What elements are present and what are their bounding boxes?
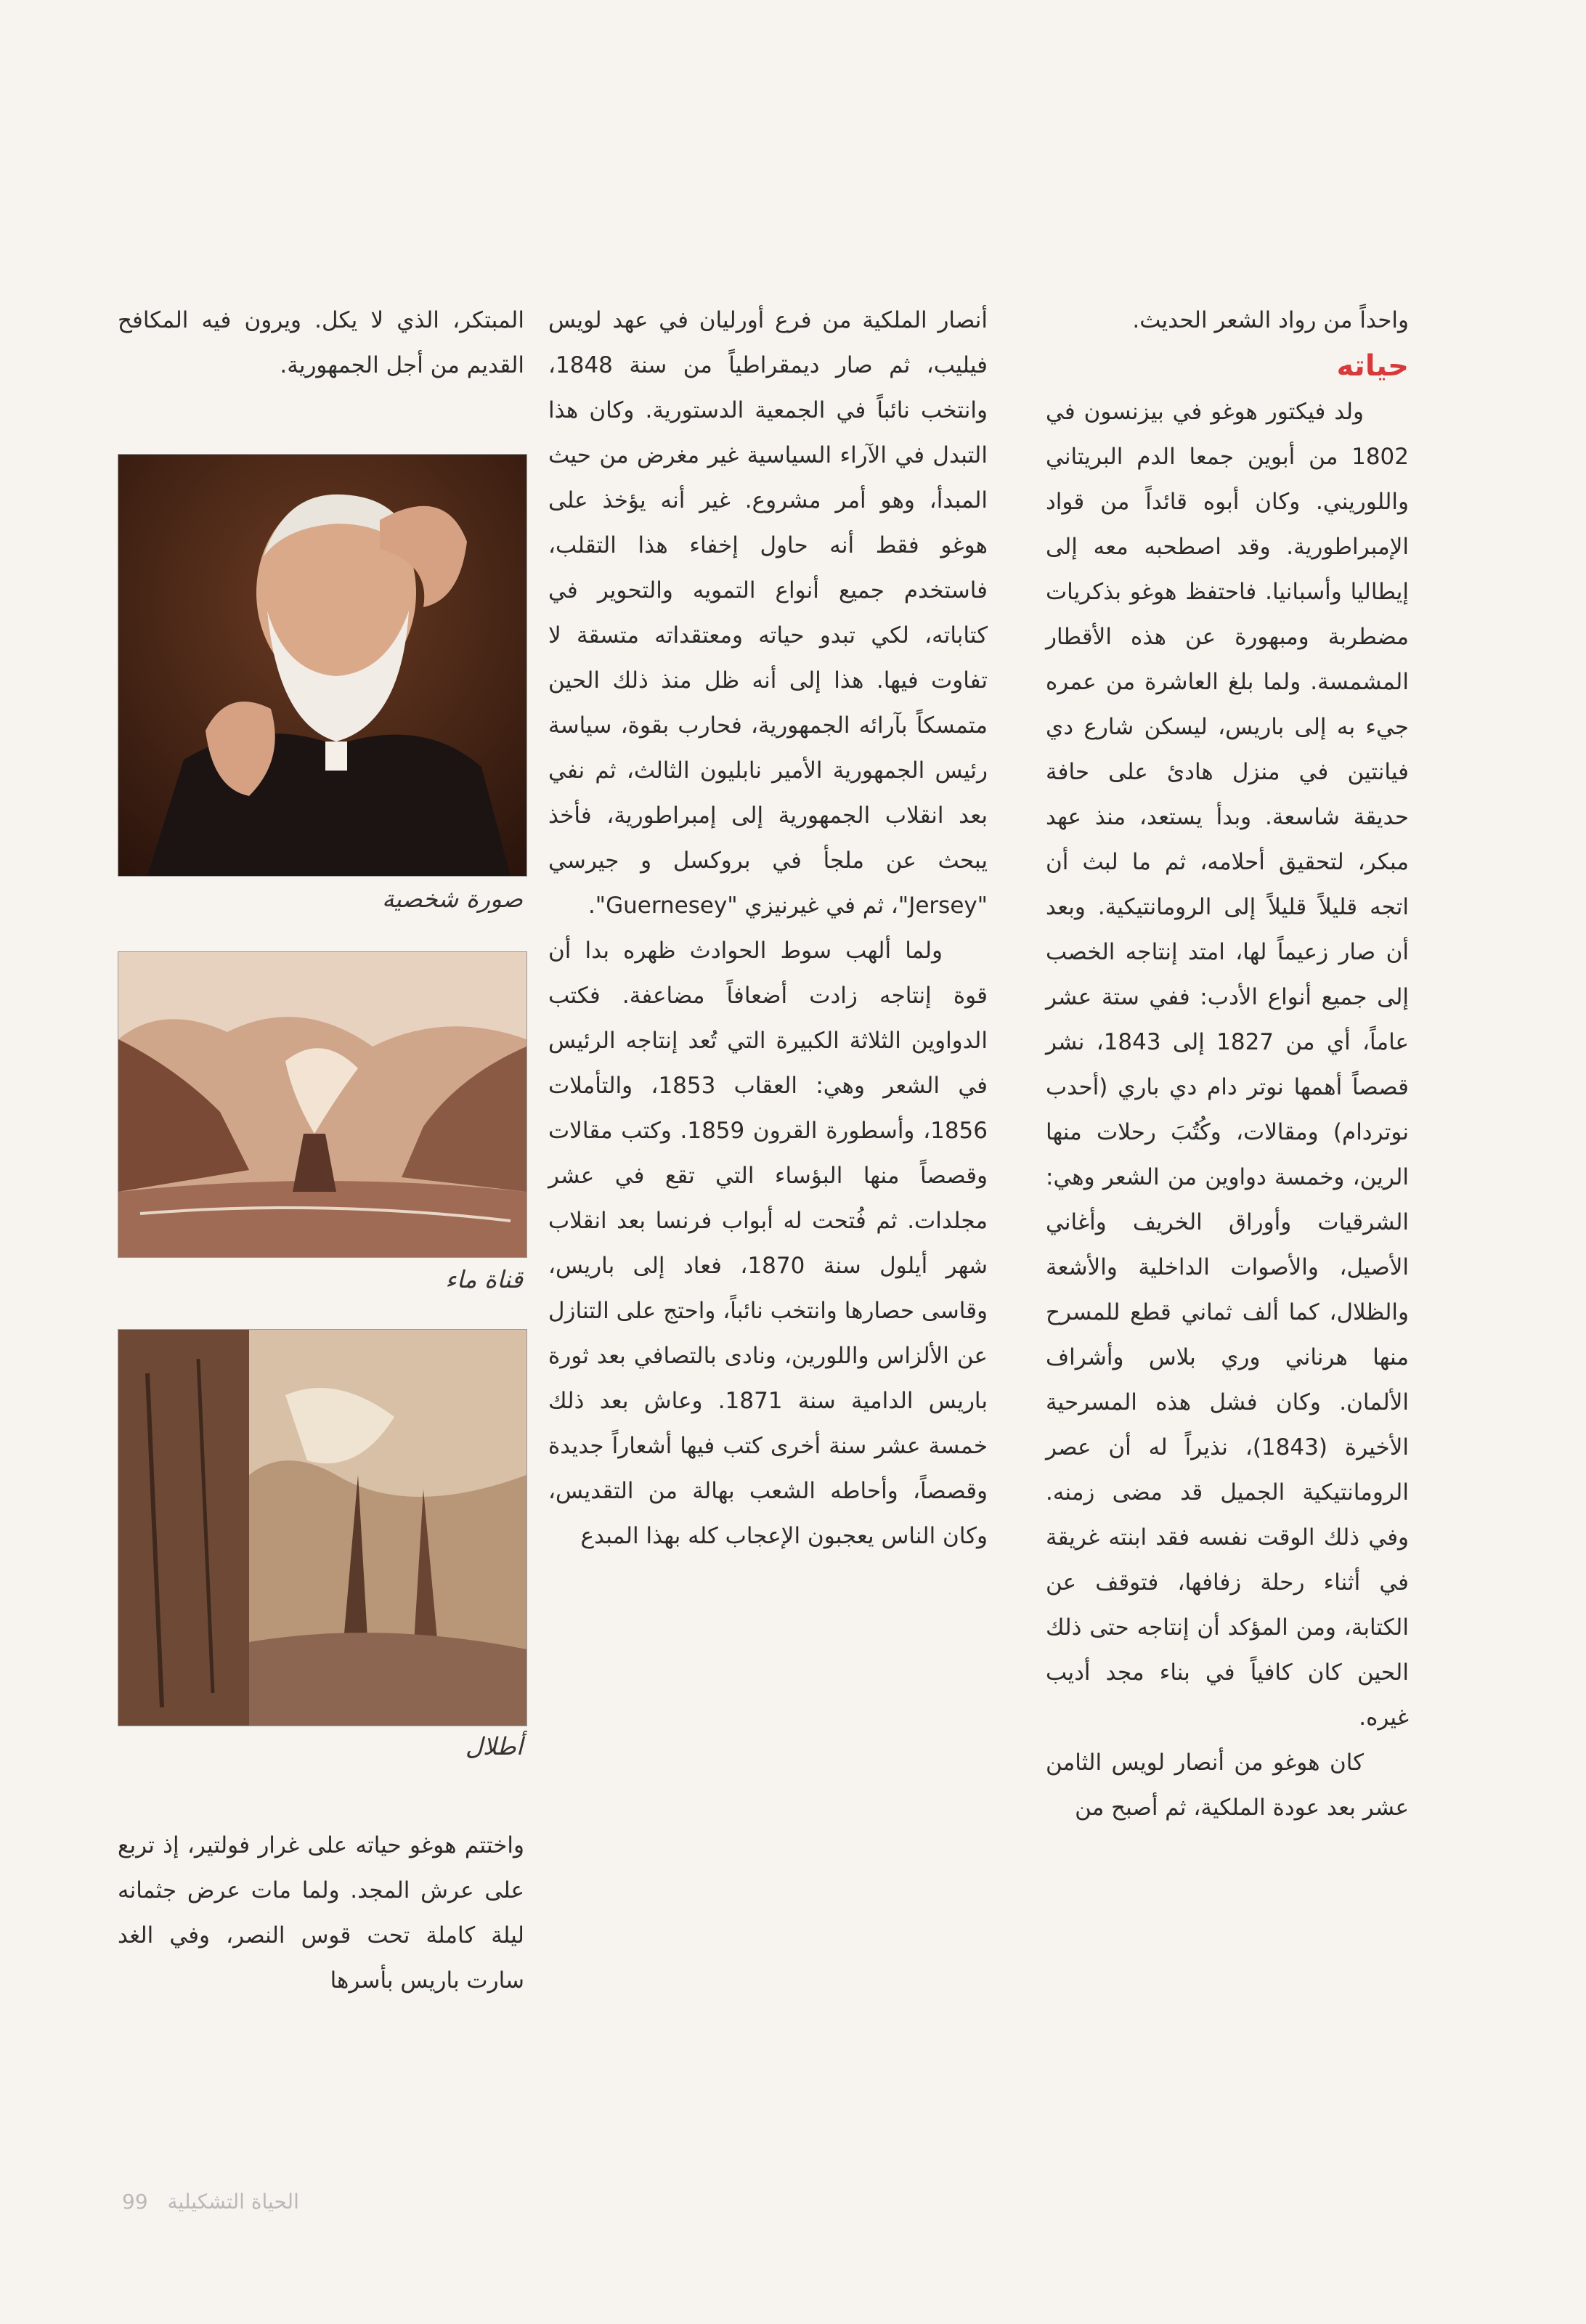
text-column-middle	[548, 298, 988, 1559]
canal-caption: قناة ماء	[445, 1265, 523, 1293]
text-column-left-bottom	[118, 1823, 524, 2003]
paragraph: ولد فيكتور هوغو في بيزنسون في 1802 من أبوين جمعا الدم البريتاني واللوريني. وكان أبوه قائداً من قواد الإمبراطورية. وقد اصطحبه معه إلى إيطاليا وأسبانيا. فاحتفظ هوغو بذكريات مضطربة ومبهورة عن هذه الأقطار المشمسة. ولما بلغ العاشرة من عمره جيء به إلى باريس، ليسكن شارع دي فيانتين في منزل هادئ على حافة حديقة شاسعة. وبدأ يستعد، منذ عهد مبكر، لتحقيق أحلامه، ثم ما لبث أن اتجه قليلاً قليلاً إلى الرومانتيكية. وبعد أن صار زعيماً لها، امتد إنتاجه الخصب إلى جميع أنواع الأدب: ففي ستة عشر عاماً، أي من 1827 إلى 1843، نشر قصصاً أهمها نوتر دام دي باري (أحدب نوتردام) ومقالات، وكُتُبَ رحلات منها الرين، وخمسة دواوين من الشعر وهي: الشرقيات وأوراق الخريف وأغاني الأصيل، والأصوات الداخلية والأشعة والظلال، كما ألف ثماني قطع للمسرح منها هرناني وري بلاس وأشراف الألمان. وكان فشل هذه المسرحية الأخيرة (1843)، نذيراً له أن عصر الرومانتيكية الجميل قد مضى زمنه. وفي ذلك الوقت نفسه فقد ابنته غريقة في أثناء رحلة زفافها، فتوقف عن الكتابة، ومن المؤكد أن إنتاجه حتى ذلك الحين كان كافياً في بناء مجد أديب غيره.	[1046, 399, 1410, 1731]
text-column-left-top	[118, 298, 524, 388]
page-footer	[122, 2190, 312, 2214]
portrait-illustration	[118, 455, 526, 876]
portrait-image	[118, 454, 527, 877]
section-heading: حياته	[1336, 349, 1409, 383]
magazine-name: الحياة التشكيلية	[167, 2190, 299, 2214]
ruins-caption: أطلال	[465, 1732, 523, 1760]
portrait-caption: صورة شخصية	[381, 885, 523, 913]
ruins-illustration	[118, 1330, 526, 1726]
paragraph: المبتكر، الذي لا يكل. ويرون فيه المكافح القديم من أجل الجمهورية.	[118, 307, 524, 378]
paragraph: أنصار الملكية من فرع أورليان في عهد لويس فيليب، ثم صار ديمقراطياً من سنة 1848، وانتخب نائباً في الجمعية الدستورية. وكان هذا التبدل في الآراء السياسية غير مغرض من حيث المبدأ، وهو أمر مشروع. غير أنه يؤخذ على هوغو فقط أنه حاول إخفاء هذا التقلب، فاستخدم جميع أنواع التمويه والتحوير في كتاباته، لكي تبدو حياته ومعتقداته متسقة لا تفاوت فيها. هذا إلى أنه ظل منذ ذلك الحين متمسكاً بآرائه الجمهورية، فحارب بقوة، سياسة رئيس الجمهورية الأمير نابليون الثالث، ثم نفي بعد انقلاب الجمهورية إلى إمبراطورية، فأخذ يبحث عن ملجأ في بروكسل و جيرسي "Jersey"، ثم في غيرنيزي "Guernesey".	[548, 307, 988, 919]
lead-line: واحداً من رواد الشعر الحديث.	[1132, 307, 1409, 333]
paragraph: واختتم هوغو حياته على غرار فولتير، إذ تربع على عرش المجد. ولما مات عرض جثمانه ليلة كاملة تحت قوس النصر، وفي الغد سارت باريس بأسرها	[118, 1832, 524, 1994]
text-column-right	[1046, 298, 1409, 1830]
canal-illustration	[118, 952, 526, 1257]
canal-painting	[118, 951, 527, 1258]
paragraph: كان هوغو من أنصار لويس الثامن عشر بعد عودة الملكية، ثم أصبح من	[1046, 1750, 1409, 1821]
ruins-painting	[118, 1329, 527, 1726]
paragraph: ولما ألهب سوط الحوادث ظهره بدا أن قوة إنتاجه زادت أضعافاً مضاعفة. فكتب الدواوين الثلاثة الكبيرة التي تُعد إنتاجه الرئيس في الشعر وهي: العقاب 1853، والتأملات 1856، وأسطورة القرون 1859. وكتب مقالات وقصصاً منها البؤساء التي تقع في عشر مجلدات. ثم فُتحت له أبواب فرنسا بعد انقلاب شهر أيلول سنة 1870، فعاد إلى باريس، وقاسى حصارها وانتخب نائباً، واحتج على التنازل عن الألزاس واللورين، ونادى بالتصافي بعد ثورة باريس الدامية سنة 1871. وعاش بعد ذلك خمسة عشر سنة أخرى كتب فيها أشعاراً جديدة وقصصاً، وأحاطه الشعب بهالة من التقديس، وكان الناس يعجبون الإعجاب كله بهذا المبدع	[548, 938, 988, 1549]
page-number: 99	[122, 2190, 148, 2214]
